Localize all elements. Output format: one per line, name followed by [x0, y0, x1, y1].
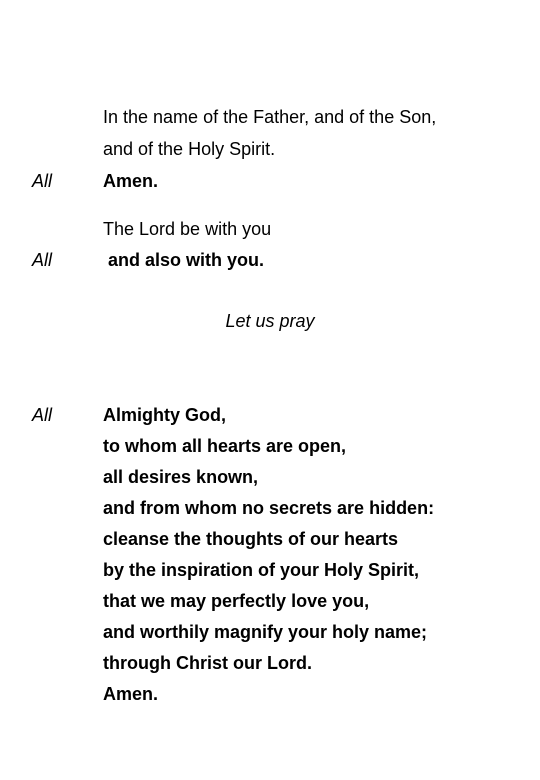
prayer-line: to whom all hearts are open,	[103, 436, 347, 456]
prayer-line: and worthily magnify your holy name;	[103, 622, 428, 642]
response-label-all: All	[32, 250, 53, 270]
opening-line-1: In the name of the Father, and of the Son,	[103, 107, 437, 127]
prayer-line: and from whom no secrets are hidden:	[103, 498, 435, 518]
greeting-response: and also with you.	[103, 250, 265, 270]
greeting-line: The Lord be with you	[103, 219, 272, 239]
opening-line-2: and of the Holy Spirit.	[103, 139, 276, 159]
rubric-let-us-pray: Let us pray	[225, 311, 315, 331]
collect-prayer	[103, 404, 434, 714]
prayer-line: all desires known,	[103, 467, 259, 487]
response-label-all: All	[32, 171, 53, 191]
prayer-line: through Christ our Lord.	[103, 653, 312, 673]
prayer-line: that we may perfectly love you,	[103, 591, 370, 611]
prayer-line: by the inspiration of your Holy Spirit,	[103, 560, 420, 580]
response-label-all: All	[32, 405, 53, 425]
prayer-line: Amen.	[103, 684, 159, 704]
opening-response: Amen.	[103, 171, 159, 191]
prayer-line: cleanse the thoughts of our hearts	[103, 529, 399, 549]
prayer-line: Almighty God,	[103, 405, 226, 425]
